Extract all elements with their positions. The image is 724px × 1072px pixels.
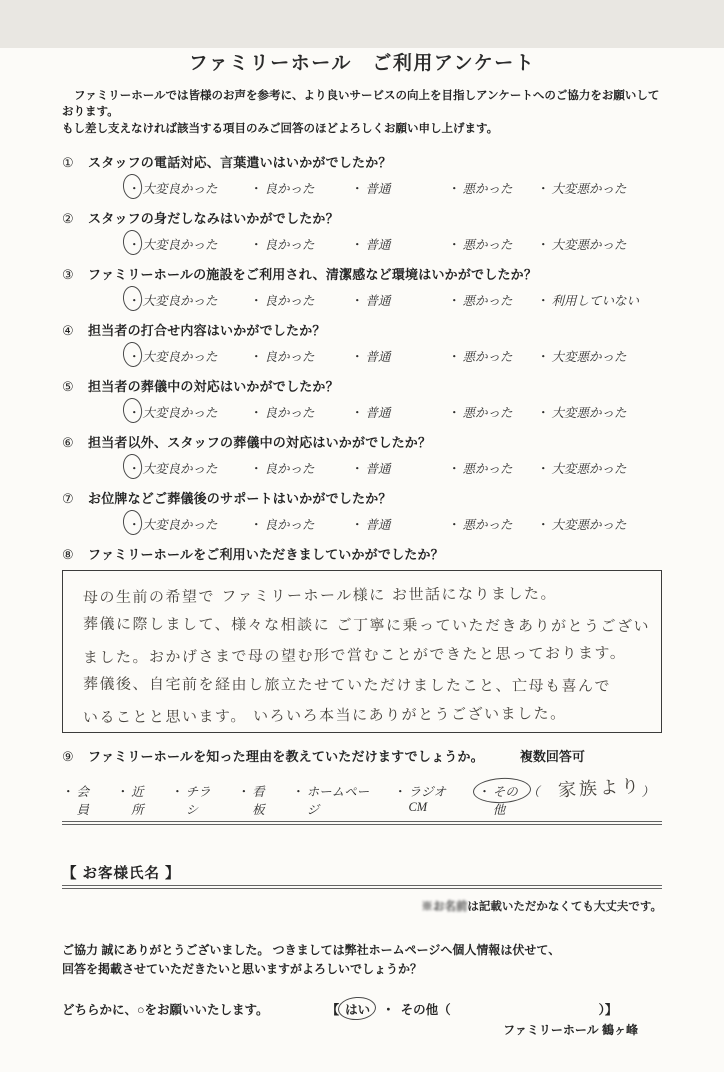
closing-line: ご協力 誠にありがとうございました。 つきましては弊社ホームページへ個人情報は伏せて、 bbox=[62, 942, 561, 957]
option-bullet: ・ bbox=[351, 349, 364, 364]
selected-circle-mark: ・ bbox=[128, 515, 141, 533]
rating-option[interactable] bbox=[128, 179, 250, 197]
option-label: 良かった bbox=[264, 517, 315, 532]
question-line bbox=[62, 264, 662, 283]
question-number: ⑥ bbox=[62, 434, 74, 450]
rating-options-row bbox=[128, 347, 662, 365]
option-bullet: ・ bbox=[448, 181, 461, 196]
rating-options-row bbox=[128, 179, 662, 197]
note-text: は記載いただかなくても大丈夫です。 bbox=[467, 900, 662, 913]
rating-option[interactable] bbox=[351, 459, 448, 477]
rating-options-row bbox=[128, 403, 662, 421]
rating-option[interactable] bbox=[537, 403, 627, 421]
question-line bbox=[62, 208, 662, 227]
rating-option[interactable] bbox=[351, 179, 448, 197]
source-option[interactable] bbox=[117, 782, 155, 818]
rating-option[interactable] bbox=[537, 291, 639, 309]
question-text: スタッフの身だしなみはいかがでしたか？ bbox=[88, 210, 339, 226]
choice-separator: ・ bbox=[382, 1003, 395, 1018]
option-bullet: ・ bbox=[351, 517, 364, 532]
option-label: 大変良かった bbox=[142, 517, 218, 532]
rating-option[interactable] bbox=[448, 291, 537, 309]
option-bullet: ・ bbox=[351, 405, 364, 420]
option-bullet: ・ bbox=[116, 784, 130, 799]
question-line bbox=[62, 488, 662, 507]
question-block bbox=[62, 320, 662, 365]
rating-options-row bbox=[128, 291, 662, 309]
option-bullet: ・ bbox=[478, 784, 491, 799]
option-label: 普通 bbox=[365, 517, 391, 532]
customer-name-label: 【 お客様氏名 】 bbox=[62, 865, 181, 882]
option-label: その他 bbox=[492, 784, 518, 817]
option-label: 大変悪かった bbox=[551, 181, 627, 196]
rating-option[interactable] bbox=[128, 515, 250, 533]
rating-option[interactable] bbox=[537, 179, 627, 197]
paren-close: ） bbox=[641, 784, 655, 799]
rating-option[interactable] bbox=[448, 179, 537, 197]
other-write-in-value[interactable]: 家族より bbox=[556, 775, 642, 802]
option-label: 大変悪かった bbox=[551, 237, 627, 252]
rating-option[interactable] bbox=[351, 291, 448, 309]
question-text: スタッフの電話対応、言葉遣いはいかがでしたか？ bbox=[88, 154, 392, 170]
multi-answer-note: 複数回答可 bbox=[519, 748, 585, 764]
option-label: 悪かった bbox=[462, 461, 513, 476]
option-label: 悪かった bbox=[462, 293, 513, 308]
rating-option[interactable] bbox=[448, 347, 537, 365]
handwritten-line: 葬儀に際しまして、様々な相談に ご丁寧に乗っていただきありがとうござい bbox=[82, 614, 651, 636]
option-bullet: ・ bbox=[171, 784, 184, 799]
rating-option[interactable] bbox=[448, 403, 537, 421]
rating-option[interactable] bbox=[351, 347, 448, 365]
question-line bbox=[62, 152, 662, 171]
option-label: 悪かった bbox=[462, 405, 513, 420]
option-label: 看板 bbox=[252, 784, 265, 817]
question-line bbox=[62, 432, 662, 451]
option-label: 良かった bbox=[264, 349, 315, 364]
option-bullet: ・ bbox=[237, 784, 251, 799]
question-text: ファミリーホールをご利用いただきましていかがでしたか？ bbox=[88, 546, 444, 562]
rating-option[interactable] bbox=[128, 347, 250, 365]
option-bullet: ・ bbox=[351, 181, 364, 196]
name-optional-note bbox=[62, 898, 662, 914]
option-bullet: ・ bbox=[448, 461, 461, 476]
rating-option[interactable] bbox=[537, 347, 627, 365]
option-bullet: ・ bbox=[250, 461, 263, 476]
question-text: ファミリーホールを知った理由を教えていただけますでしょうか。 bbox=[88, 748, 484, 764]
question-block-8 bbox=[62, 544, 662, 563]
publish-consent-row bbox=[62, 1000, 662, 1018]
question-line bbox=[62, 376, 662, 395]
option-label: 普通 bbox=[365, 237, 391, 252]
rating-option[interactable] bbox=[351, 403, 448, 421]
option-bullet: ・ bbox=[448, 517, 461, 532]
rating-option[interactable] bbox=[250, 179, 351, 197]
option-label: 良かった bbox=[264, 405, 315, 420]
question-block bbox=[62, 208, 662, 253]
selected-circle-mark bbox=[478, 782, 527, 818]
handwritten-line: 葬儀後、自宅前を経由し旅立たせていただけましたこと、亡母も喜んで bbox=[82, 674, 612, 696]
handwritten-line: 母の生前の希望で ファミリーホール様に お世話になりました。 bbox=[82, 584, 558, 607]
option-label: 会員 bbox=[76, 784, 90, 817]
rating-questions bbox=[62, 152, 662, 533]
signature: ファミリーホール 鶴ヶ峰 bbox=[503, 1023, 638, 1038]
option-label: 悪かった bbox=[462, 237, 513, 252]
option-bullet: ・ bbox=[448, 293, 461, 308]
bracket-open: 【 bbox=[326, 1003, 340, 1018]
question-text: 担当者の打合せ内容はいかがでしたか？ bbox=[88, 322, 326, 338]
rating-option[interactable] bbox=[128, 459, 250, 477]
option-bullet: ・ bbox=[537, 405, 550, 420]
rating-option[interactable] bbox=[448, 459, 537, 477]
rating-option[interactable] bbox=[250, 403, 351, 421]
option-label: 普通 bbox=[365, 405, 391, 420]
option-bullet: ・ bbox=[292, 784, 305, 799]
option-label: 悪かった bbox=[462, 349, 513, 364]
option-label: 良かった bbox=[264, 237, 315, 252]
publish-choice-group bbox=[327, 1000, 618, 1018]
question-text: お位牌などご葬儀後のサポートはいかがでしたか？ bbox=[88, 490, 392, 506]
other-option[interactable] bbox=[478, 782, 539, 818]
option-label: 普通 bbox=[365, 349, 391, 364]
option-label: 普通 bbox=[365, 293, 391, 308]
question-number: ② bbox=[62, 210, 74, 226]
intro-line: ファミリーホールでは皆様のお声を参考に、より良いサービスの向上を目指しアンケートへのご協力をお願いしております。 bbox=[62, 90, 660, 119]
source-option[interactable] bbox=[394, 782, 461, 815]
option-label: 大変良かった bbox=[142, 237, 218, 252]
option-bullet: ・ bbox=[250, 349, 263, 364]
option-label: 大変悪かった bbox=[551, 517, 627, 532]
paren-open: （ bbox=[527, 784, 540, 799]
option-bullet: ・ bbox=[393, 784, 407, 799]
option-bullet: ・ bbox=[62, 784, 75, 799]
selected-circle-mark: ・ bbox=[128, 235, 141, 253]
rating-option[interactable] bbox=[448, 235, 537, 253]
option-label: ホームページ bbox=[306, 784, 370, 817]
rating-option[interactable] bbox=[250, 515, 351, 533]
question-number: ⑤ bbox=[62, 378, 74, 394]
option-bullet: ・ bbox=[351, 461, 364, 476]
source-options-row bbox=[62, 776, 662, 825]
question-block bbox=[62, 152, 662, 197]
rating-option[interactable] bbox=[250, 235, 351, 253]
option-label: 利用していない bbox=[551, 293, 640, 308]
option-bullet: ・ bbox=[250, 293, 263, 308]
choice-yes[interactable]: はい bbox=[345, 1000, 370, 1018]
option-bullet: ・ bbox=[448, 237, 461, 252]
choice-other[interactable]: その他（ bbox=[400, 1003, 451, 1018]
comment-box[interactable] bbox=[62, 570, 662, 733]
customer-name-field[interactable] bbox=[62, 862, 662, 889]
rating-option[interactable] bbox=[351, 515, 448, 533]
rating-option[interactable] bbox=[128, 235, 250, 253]
option-label: 悪かった bbox=[462, 517, 513, 532]
option-bullet: ・ bbox=[537, 293, 550, 308]
option-label: 近所 bbox=[131, 784, 144, 817]
question-block-9 bbox=[62, 746, 662, 765]
intro-line: もし差し支えなければ該当する項目のみご回答のほどよろしくお願い申し上げます。 bbox=[62, 122, 499, 135]
option-label: 大変良かった bbox=[142, 405, 218, 420]
option-bullet: ・ bbox=[448, 405, 461, 420]
rating-option[interactable] bbox=[128, 403, 250, 421]
question-number: ⑧ bbox=[62, 546, 74, 562]
option-bullet: ・ bbox=[351, 293, 364, 308]
option-bullet: ・ bbox=[537, 181, 550, 196]
survey-page bbox=[0, 48, 724, 1072]
option-label: 普通 bbox=[365, 461, 391, 476]
source-option[interactable] bbox=[238, 782, 276, 818]
option-label: 良かった bbox=[264, 181, 315, 196]
option-label: チラシ bbox=[185, 784, 211, 817]
option-label: 大変悪かった bbox=[551, 405, 627, 420]
rating-option[interactable] bbox=[537, 235, 627, 253]
option-label: 大変悪かった bbox=[551, 349, 627, 364]
selected-circle-mark: ・ bbox=[128, 179, 141, 197]
option-bullet: ・ bbox=[537, 349, 550, 364]
option-bullet: ・ bbox=[250, 405, 263, 420]
smudged-text: ※お名前 bbox=[421, 900, 468, 913]
question-number: ⑨ bbox=[62, 748, 74, 764]
option-label: 悪かった bbox=[462, 181, 513, 196]
source-option[interactable] bbox=[171, 782, 220, 818]
option-label: 大変良かった bbox=[142, 349, 218, 364]
page-title: ファミリーホール ご利用アンケート bbox=[188, 53, 536, 74]
handwritten-line: いることと思います。 いろいろ本当にありがとうございました。 bbox=[82, 704, 567, 727]
option-label: 良かった bbox=[264, 293, 315, 308]
rating-option[interactable] bbox=[448, 515, 537, 533]
option-label: 大変悪かった bbox=[551, 461, 627, 476]
question-block bbox=[62, 488, 662, 533]
rating-option[interactable] bbox=[250, 291, 351, 309]
source-option[interactable] bbox=[292, 782, 377, 818]
option-label: 大変良かった bbox=[142, 181, 218, 196]
question-block bbox=[62, 432, 662, 477]
option-label: 良かった bbox=[264, 461, 315, 476]
rating-options-row bbox=[128, 459, 662, 477]
source-option[interactable] bbox=[62, 782, 100, 818]
handwritten-line: ました。おかげさまで母の望む形で営むことができたと思っております。 bbox=[82, 643, 627, 667]
option-bullet: ・ bbox=[351, 237, 364, 252]
rating-option[interactable] bbox=[537, 459, 627, 477]
question-number: ⑦ bbox=[62, 490, 74, 506]
option-bullet: ・ bbox=[250, 237, 263, 252]
rating-option[interactable] bbox=[250, 459, 351, 477]
question-number: ① bbox=[62, 154, 74, 170]
selected-circle-mark: ・ bbox=[128, 403, 141, 421]
rating-option[interactable] bbox=[128, 291, 250, 309]
option-label: ラジオCM bbox=[408, 784, 446, 814]
choice-instruction: どちらかに、○をお願いいたします。 bbox=[62, 1003, 269, 1018]
selected-circle-mark: ・ bbox=[128, 291, 141, 309]
option-label: 普通 bbox=[365, 181, 391, 196]
option-bullet: ・ bbox=[250, 517, 263, 532]
option-label: 大変良かった bbox=[142, 461, 218, 476]
question-text: ファミリーホールの施設をご利用され、清潔感など環境はいかがでしたか？ bbox=[88, 266, 538, 282]
intro-text bbox=[62, 88, 662, 137]
rating-option[interactable] bbox=[250, 347, 351, 365]
option-bullet: ・ bbox=[448, 349, 461, 364]
option-bullet: ・ bbox=[537, 517, 550, 532]
closing-text bbox=[62, 941, 662, 979]
question-block bbox=[62, 376, 662, 421]
option-label: 大変良かった bbox=[142, 293, 218, 308]
question-block bbox=[62, 264, 662, 309]
question-line bbox=[62, 320, 662, 339]
question-text: 担当者の葬儀中の対応はいかがでしたか？ bbox=[88, 378, 339, 394]
selected-circle-mark: ・ bbox=[128, 459, 141, 477]
rating-options-row bbox=[128, 515, 662, 533]
rating-option[interactable] bbox=[351, 235, 448, 253]
rating-options-row bbox=[128, 235, 662, 253]
question-text: 担当者以外、スタッフの葬儀中の対応はいかがでしたか？ bbox=[88, 434, 432, 450]
option-bullet: ・ bbox=[537, 461, 550, 476]
selected-circle-mark: ・ bbox=[128, 347, 141, 365]
bracket-close: ）】 bbox=[598, 1003, 618, 1018]
question-number: ③ bbox=[62, 266, 74, 282]
option-bullet: ・ bbox=[537, 237, 550, 252]
option-bullet: ・ bbox=[250, 181, 263, 196]
question-number: ④ bbox=[62, 322, 74, 338]
closing-line: 回答を掲載させていただきたいと思いますがよろしいでしょうか？ bbox=[62, 962, 423, 977]
rating-option[interactable] bbox=[537, 515, 627, 533]
